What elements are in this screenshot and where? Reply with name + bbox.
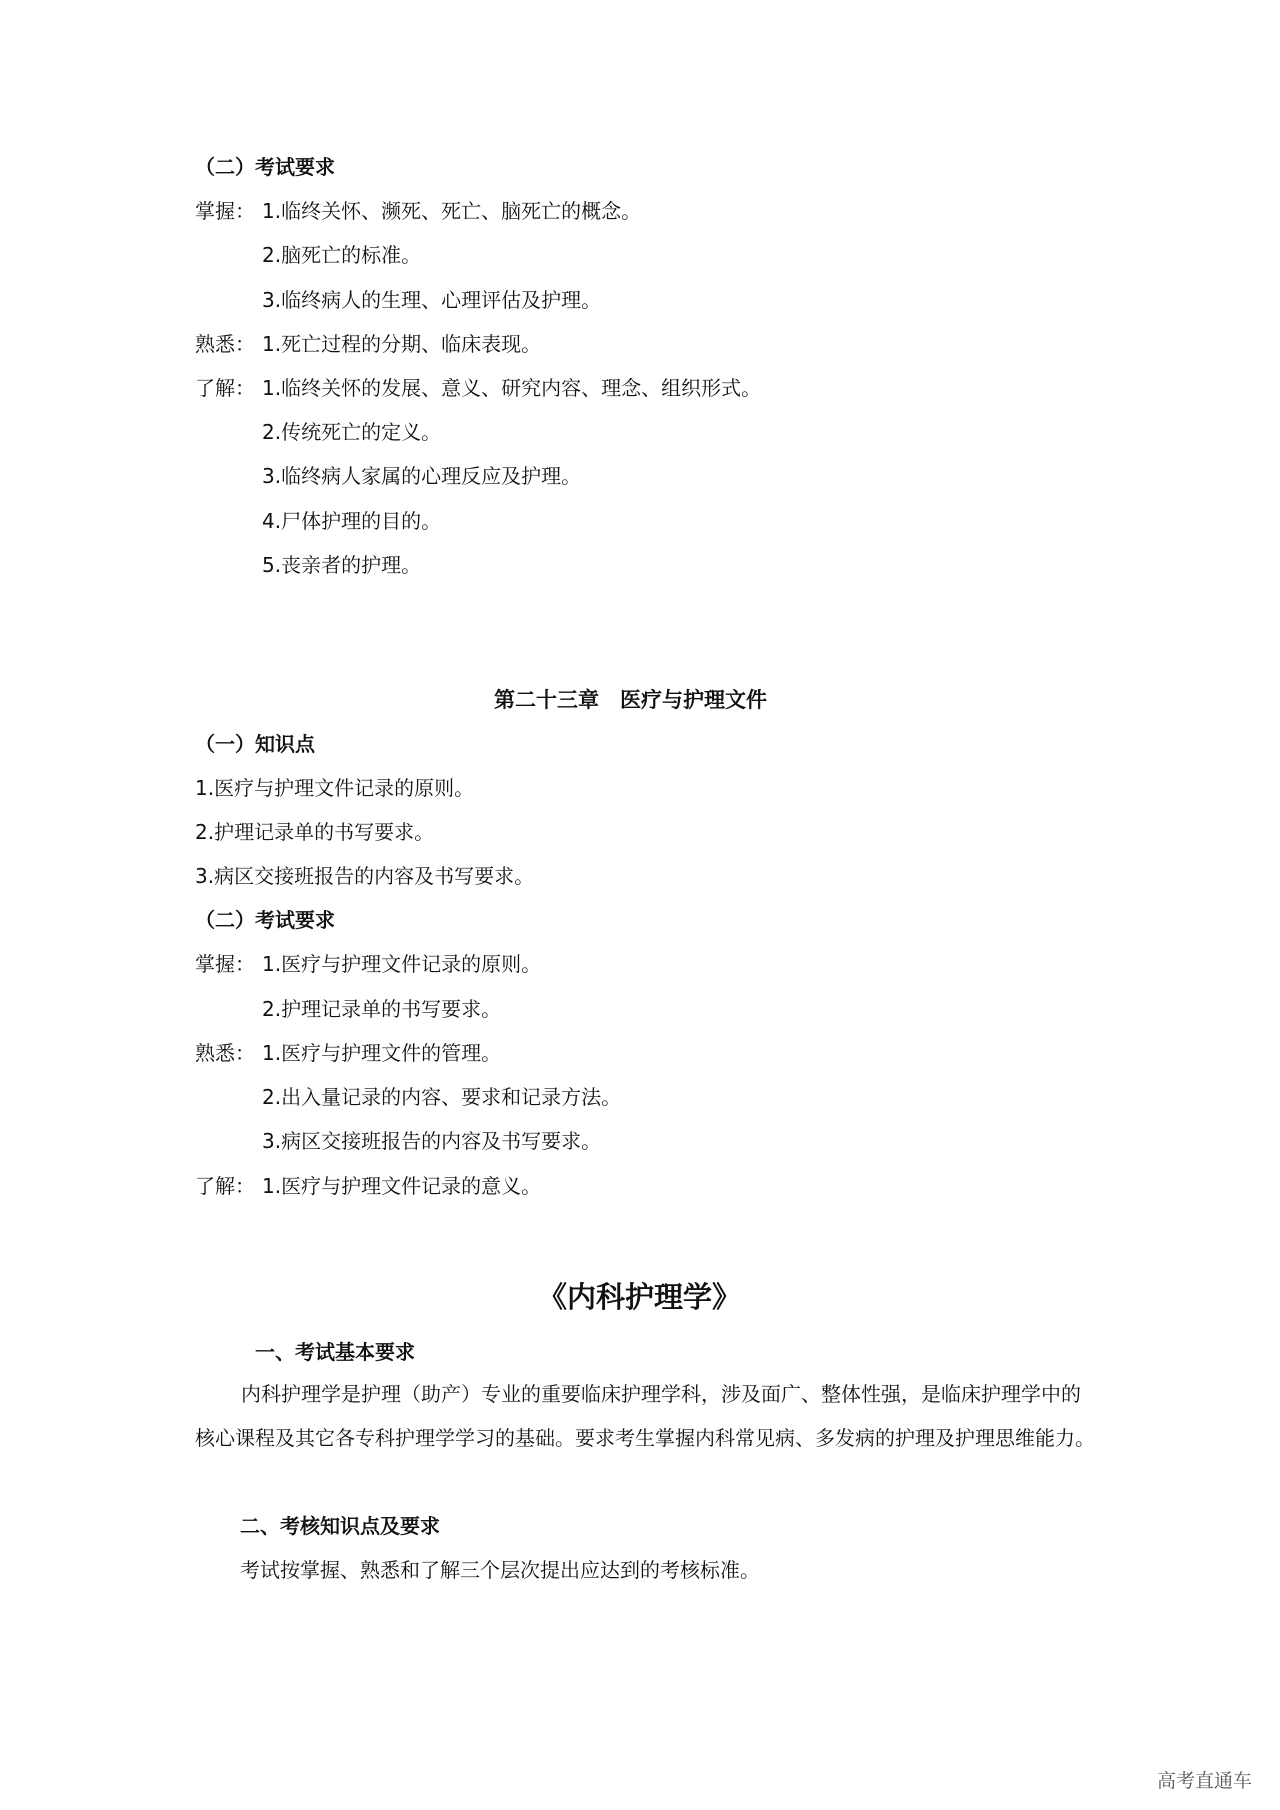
list-item: 2.护理记录单的书写要求。 (262, 997, 502, 1021)
familiar-label: 熟悉： (195, 332, 255, 356)
list-item: 1.临终关怀的发展、意义、研究内容、理念、组织形式。 (262, 376, 762, 400)
list-item: 2.出入量记录的内容、要求和记录方法。 (262, 1085, 622, 1109)
list-item: 2.护理记录单的书写要求。 (195, 820, 435, 844)
list-item: 3.临终病人家属的心理反应及护理。 (262, 464, 582, 488)
list-item: 3.病区交接班报告的内容及书写要求。 (262, 1129, 602, 1153)
watermark: 高考直通车 (1156, 1770, 1252, 1792)
list-item: 4.尸体护理的目的。 (262, 509, 442, 533)
familiar-label: 熟悉： (195, 1041, 255, 1065)
list-item: 3.临终病人的生理、心理评估及护理。 (262, 288, 602, 312)
body-paragraph: 内科护理学是护理（助产）专业的重要临床护理学科，涉及面广、整体性强，是临床护理学中的核心课程及其它各专科护理学学习的基础。要求考生掌握内科常见病、多发病的护理及护理思维能力。 (195, 1382, 1095, 1450)
list-item: 1.临终关怀、濒死、死亡、脑死亡的概念。 (262, 199, 642, 223)
body-paragraph: 考试按掌握、熟悉和了解三个层次提出应达到的考核标准。 (240, 1558, 760, 1582)
document-title: 《内科护理学》 (538, 1280, 742, 1314)
list-item: 2.传统死亡的定义。 (262, 420, 442, 444)
master-label: 掌握： (195, 952, 255, 976)
list-item: 1.医疗与护理文件记录的意义。 (262, 1174, 542, 1198)
section-heading: （一）知识点 (195, 732, 315, 756)
list-item: 1.医疗与护理文件的管理。 (262, 1041, 502, 1065)
section-heading: （二）考试要求 (195, 908, 335, 932)
list-item: 1.医疗与护理文件记录的原则。 (262, 952, 542, 976)
section-heading: 二、考核知识点及要求 (240, 1514, 440, 1538)
list-item: 2.脑死亡的标准。 (262, 243, 422, 267)
understand-label: 了解： (195, 376, 255, 400)
chapter-title: 第二十三章 医疗与护理文件 (494, 688, 767, 712)
section-heading: （二）考试要求 (195, 155, 335, 179)
section-heading: 一、考试基本要求 (255, 1340, 415, 1364)
list-item: 5.丧亲者的护理。 (262, 553, 422, 577)
understand-label: 了解： (195, 1174, 255, 1198)
list-item: 1.死亡过程的分期、临床表现。 (262, 332, 542, 356)
master-label: 掌握： (195, 199, 255, 223)
list-item: 3.病区交接班报告的内容及书写要求。 (195, 864, 535, 888)
list-item: 1.医疗与护理文件记录的原则。 (195, 776, 475, 800)
